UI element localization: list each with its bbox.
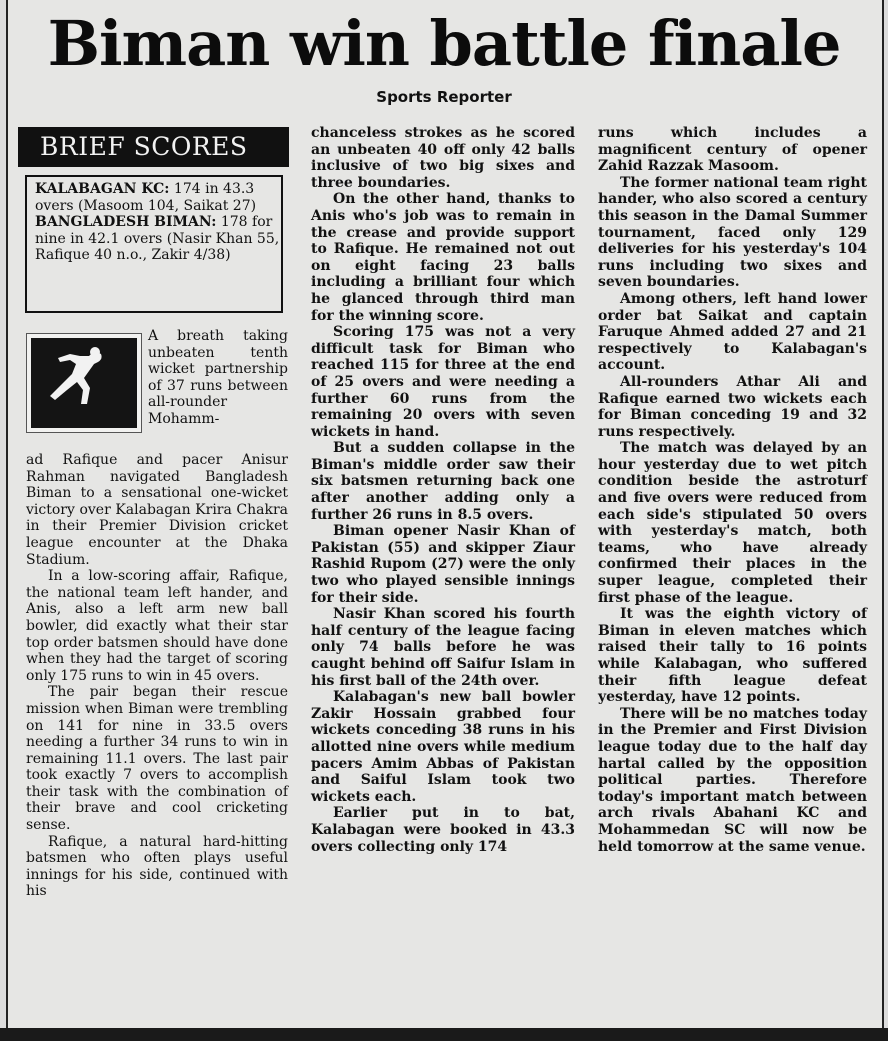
intro-text: A breath taking unbeaten tenth wicket partnership of 37 runs between all-rounder Mohamm-: [148, 328, 288, 427]
column3-p7: There will be no matches today in the Premier and First Division league today due to the half day hartal called by the opposition political parties. Therefore today's important match between arch rivals Abahani KC and Mohammedan SC will now be held tomorrow at the same venue.: [598, 705, 867, 855]
brief-score-team1: [35, 181, 281, 214]
article-column-2: [311, 125, 575, 855]
column2-p7: Kalabagan's new ball bowler Zakir Hossain grabbed four wickets conceding 38 runs in his allotted nine overs while medium pacers Amim Abbas of Pakistan and Saiful Islam took two wickets each.: [311, 689, 575, 805]
team2-score: 178 for nine in 42.1 overs (Nasir Khan 55, Rafique 40 n.o., Zakir 4/38): [35, 214, 280, 264]
byline: Sports Reporter: [376, 88, 512, 106]
column3-p3: Among others, left hand lower order bat Saikat and captain Faruque Ahmed added 27 and 21 respectively to Kalabagan's account.: [598, 290, 867, 374]
intro-paragraph-wrap: [148, 328, 288, 428]
team1-name: KALABAGAN KC:: [35, 181, 170, 197]
column3-p5: The match was delayed by an hour yesterday due to wet pitch condition beside the astroturf and five overs were reduced from each side's stipulated 50 overs with yesterday's match, both teams, who have already confirmed their places in the super league, completed their first phase of the league.: [598, 440, 867, 606]
cricketer-photo: [26, 333, 142, 433]
column2-p6: Nasir Khan scored his fourth half century of the league facing only 74 balls before he was caught behind off Saifur Islam in his first ball of the 24th over.: [311, 606, 575, 689]
brief-scores-box: [25, 175, 283, 313]
team1-score: 174 in 43.3 overs (Masoom 104, Saikat 27): [35, 181, 257, 214]
brief-score-team2: [35, 214, 281, 264]
column2-p1: chanceless strokes as he scored an unbeaten 40 off only 42 balls inclusive of two big sixes and three boundaries.: [311, 125, 575, 191]
column3-p1: runs which includes a magnificent century of opener Zahid Razzak Masoom.: [598, 125, 867, 175]
article-column-3: [598, 125, 867, 855]
cricketer-silhouette-icon: [31, 338, 137, 428]
column2-p4: But a sudden collapse in the Biman's middle order saw their six batsmen returning back one after another adding only a further 26 runs in 8.5 overs.: [311, 440, 575, 523]
column2-p3: Scoring 175 was not a very difficult task for Biman who reached 115 for three at the end of 25 overs and were needing a further 60 runs from the remaining 20 overs with seven wickets in hand.: [311, 324, 575, 440]
column2-p8: Earlier put in to bat, Kalabagan were booked in 43.3 overs collecting only 174: [311, 805, 575, 855]
column3-p6: It was the eighth victory of Biman in eleven matches which raised their tally to 16 points while Kalabagan, who suffered their fifth league defeat yesterday, have 12 points.: [598, 606, 867, 706]
brief-scores-title: BRIEF SCORES: [18, 127, 289, 167]
column1-p2: In a low-scoring affair, Rafique, the national team left hander, and Anis, also a left arm new ball bowler, did exactly what their star top order batsmen should have done when they had the target of scoring only 175 runs to win in 45 overs.: [26, 568, 288, 684]
column1-p4: Rafique, a natural hard-hitting batsmen who often plays useful innings for his side, continued with his: [26, 833, 288, 900]
column1-p3: The pair began their rescue mission when Biman were trembling on 141 for nine in 33.5 overs needing a further 34 runs to win in remaining 11.1 overs. The last pair took exactly 7 overs to accomplish their task with the combination of their brave and cool cricketing sense.: [26, 684, 288, 834]
column3-p4: All-rounders Athar Ali and Rafique earned two wickets each for Biman conceding 19 and 32 runs respectively.: [598, 373, 867, 440]
headline: Biman win battle finale: [47, 7, 841, 80]
column2-p2: On the other hand, thanks to Anis who's job was to remain in the crease and provide support to Rafique. He remained not out on eight facing 23 balls including a brilliant four which he glanced through third man for the winning score.: [311, 191, 575, 324]
bottom-rule: [0, 1028, 888, 1041]
article-column-1: [26, 452, 288, 900]
column3-p2: The former national team right hander, who also scored a century this season in the Damal Summer tournament, faced only 129 deliveries for his yesterday's 104 runs including two sixes and seven boundaries.: [598, 174, 867, 291]
column2-p5: Biman opener Nasir Khan of Pakistan (55) and skipper Ziaur Rashid Rupom (27) were the only two who played sensible innings for their side.: [311, 523, 575, 606]
team2-name: BANGLADESH BIMAN:: [35, 214, 217, 231]
column1-p1: ad Rafique and pacer Anisur Rahman navigated Bangladesh Biman to a sensational one-wicket victory over Kalabagan Krira Chakra in their Premier Division cricket league encounter at the Dhaka Stadium.: [26, 452, 288, 568]
